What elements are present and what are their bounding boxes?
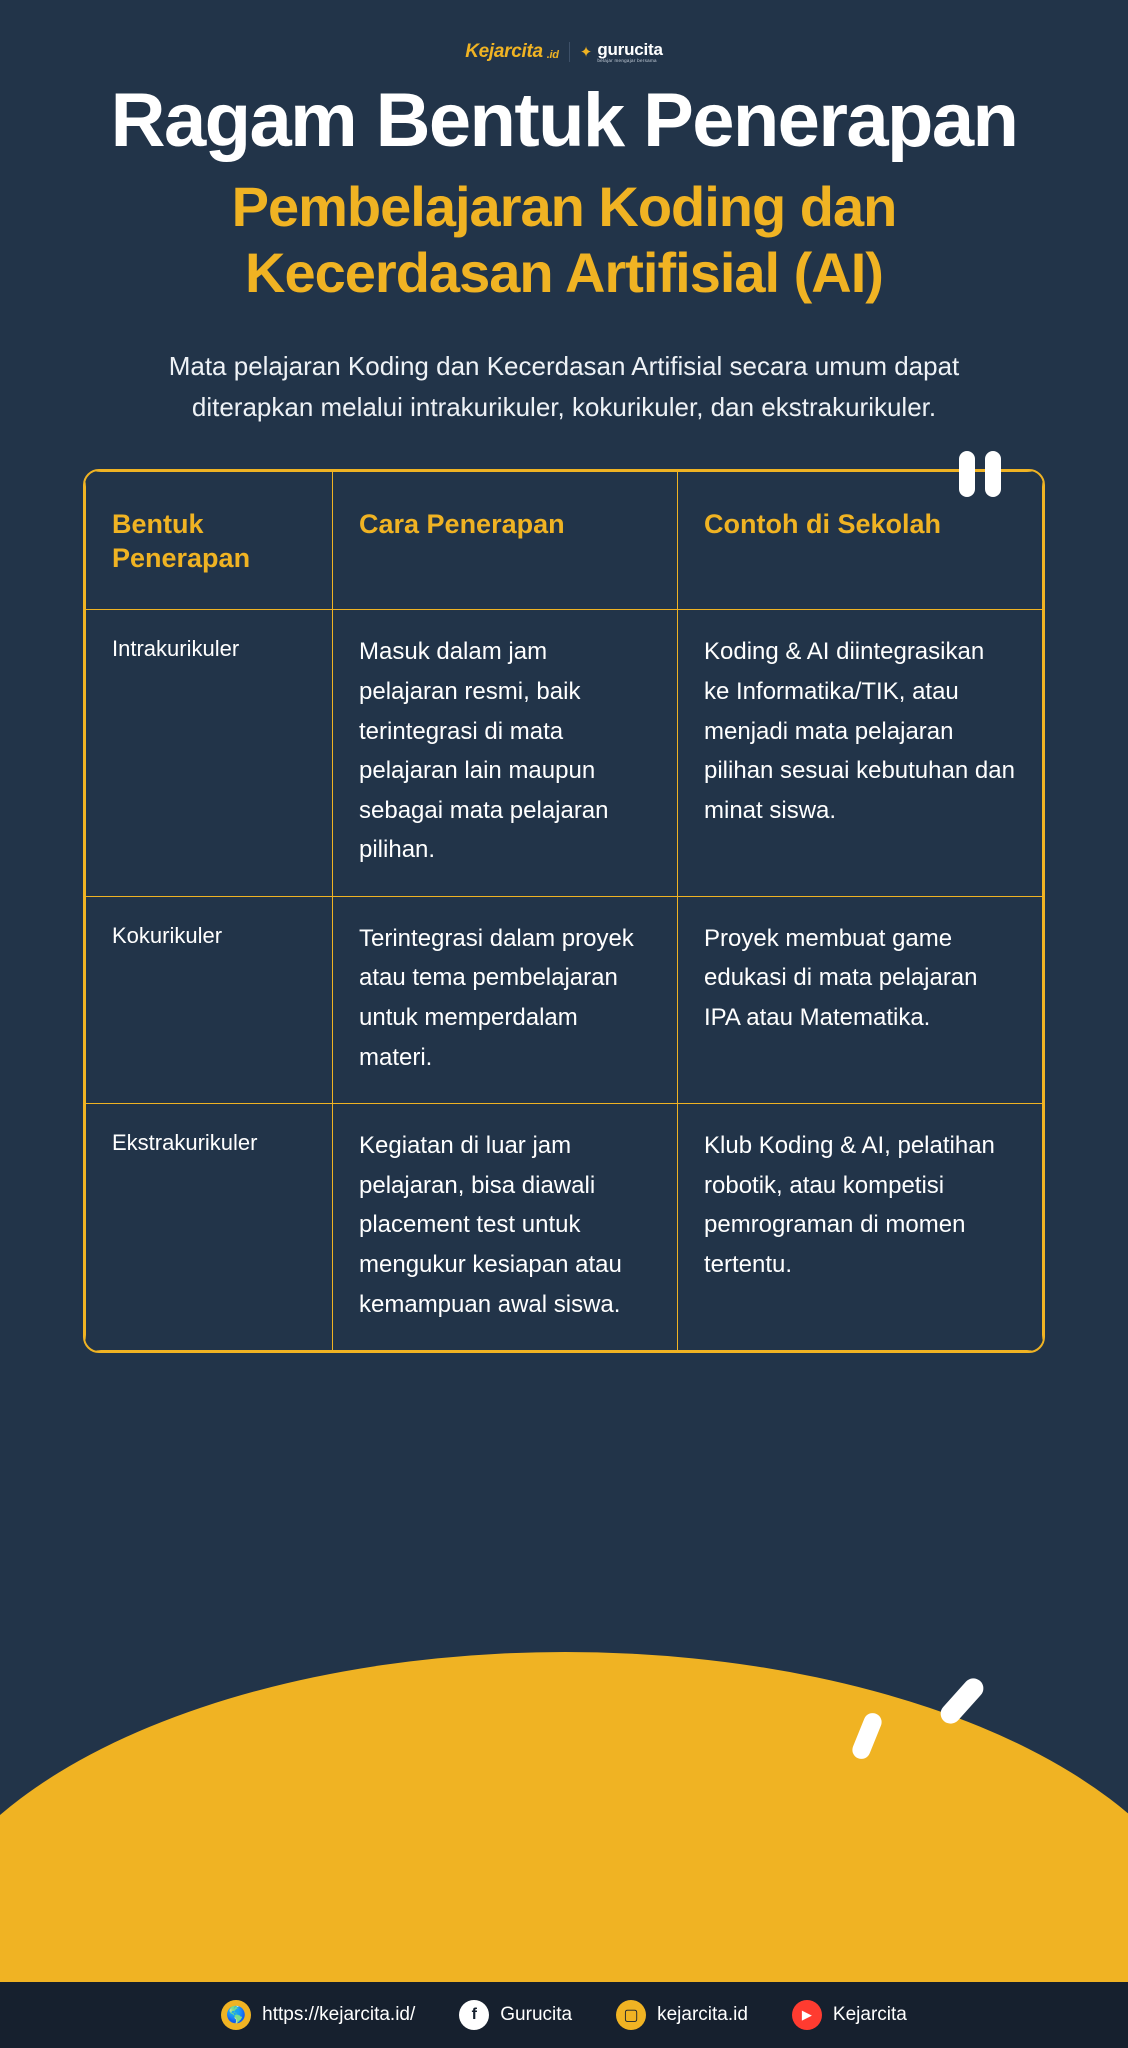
cell-contoh: Proyek membuat game edukasi di mata pelajaran IPA atau Matematika.: [678, 896, 1043, 1103]
cell-bentuk: Ekstrakurikuler: [86, 1104, 333, 1351]
penerapan-table: [85, 471, 1043, 1351]
column-header-bentuk: Bentuk Penerapan: [86, 471, 333, 610]
table-section: [83, 469, 1045, 1353]
gurucita-logo: [580, 41, 663, 64]
footer-item-facebook[interactable]: [459, 2000, 572, 2030]
footer-item-youtube[interactable]: [792, 2000, 907, 2030]
footer-item-website[interactable]: [221, 2000, 415, 2030]
page-title-primary: Ragam Bentuk Penerapan: [110, 78, 1018, 163]
cell-bentuk: Kokurikuler: [86, 896, 333, 1103]
kejarcita-wordmark: Kejarcita: [465, 41, 543, 62]
table-row: [86, 896, 1043, 1103]
brand-bar: [0, 0, 1128, 63]
kejarcita-logo: [465, 41, 559, 63]
gurucita-wordmark: gurucita: [597, 39, 663, 59]
table-row: [86, 1104, 1043, 1351]
cell-cara: Kegiatan di luar jam pelajaran, bisa diawali placement test untuk mengukur kesiapan atau kemampuan awal siswa.: [333, 1104, 678, 1351]
brand-divider: [569, 42, 570, 62]
cell-cara: Terintegrasi dalam proyek atau tema pembelajaran untuk memperdalam materi.: [333, 896, 678, 1103]
footer-bar: [0, 1982, 1128, 2048]
cell-contoh: Klub Koding & AI, pelatihan robotik, atau kompetisi pemrograman di momen tertentu.: [678, 1104, 1043, 1351]
title-block: [0, 80, 1128, 306]
instagram-icon: ▢: [616, 2000, 646, 2030]
table-row: [86, 610, 1043, 897]
footer-label-facebook: Gurucita: [500, 2004, 573, 2025]
cell-cara: Masuk dalam jam pelajaran resmi, baik terintegrasi di mata pelajaran lain maupun sebagai mata pelajaran pilihan.: [333, 610, 678, 897]
footer-label-instagram: kejarcita.id: [657, 2004, 748, 2025]
column-header-cara: Cara Penerapan: [333, 471, 678, 610]
cell-contoh: Koding & AI diintegrasikan ke Informatika/TIK, atau menjadi mata pelajaran pilihan sesuai kebutuhan dan minat siswa.: [678, 610, 1043, 897]
youtube-icon: ▶: [792, 2000, 822, 2030]
bird-icon: ✦: [579, 43, 593, 61]
footer-label-youtube: Kejarcita: [832, 2004, 907, 2025]
intro-paragraph: Mata pelajaran Koding dan Kecerdasan Artifisial secara umum dapat diterapkan melalui intrakurikuler, kokurikuler, dan ekstrakurikuler.: [168, 351, 960, 422]
globe-icon: 🌎: [221, 2000, 251, 2030]
table-header-row: [86, 471, 1043, 610]
quote-marks-icon: [959, 451, 1001, 497]
column-header-contoh: Contoh di Sekolah: [678, 471, 1043, 610]
facebook-icon: f: [459, 2000, 489, 2030]
page-title-secondary: Pembelajaran Koding dan Kecerdasan Artifisial (AI): [231, 175, 897, 305]
footer-label-website: https://kejarcita.id/: [262, 2004, 416, 2025]
cell-bentuk: Intrakurikuler: [86, 610, 333, 897]
footer-item-instagram[interactable]: [616, 2000, 748, 2030]
gurucita-tagline: belajar mengajar bersama: [597, 57, 657, 63]
kejarcita-suffix: .id: [546, 49, 559, 61]
